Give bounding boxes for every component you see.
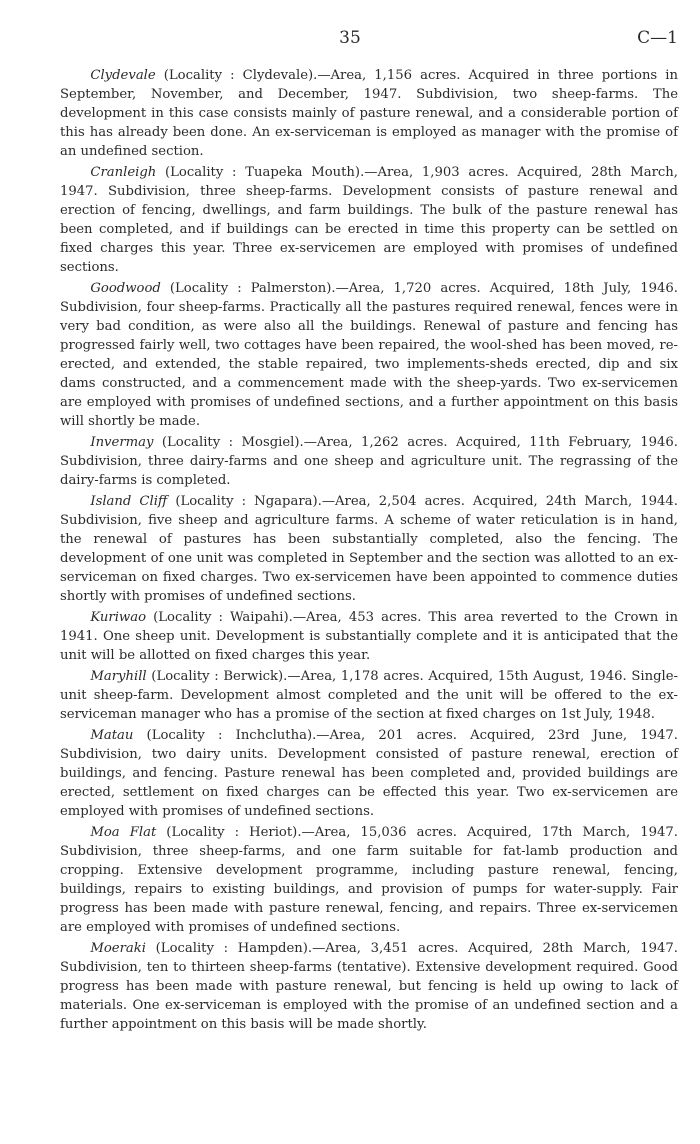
entry-goodwood xyxy=(60,279,678,431)
farm-name: Matau xyxy=(90,728,134,743)
entry-text: (Locality : Clydevale).—Area, 1,156 acres. Acquired in three portions in September, November, and December, 1947. Subdivision, two sheep-farms. The development in this case consists mainly of pasture renewal, and a considerable portion of this has already been done. An ex-serviceman is employed as manager with the promise of an undefined section. xyxy=(60,68,678,159)
entry-text: (Locality : Hampden).—Area, 3,451 acres. Acquired, 28th March, 1947. Subdivision, ten to thirteen sheep-farms (tentative). Extensive development required. Good progress has been made with pasture renewal, but fencing is held up owing to lack of materials. One ex-serviceman is employed with the promise of an undefined section and a further appointment on this basis will be made shortly. xyxy=(60,941,678,1032)
entry-text: (Locality : Inchclutha).—Area, 201 acres. Acquired, 23rd June, 1947. Subdivision, two dairy units. Development consisted of pasture renewal, erection of buildings, and fencing. Pasture renewal has been completed and, provided buildings are erected, settlement on fixed charges can be effected this year. Two ex-servicemen are employed with promises of undefined sections. xyxy=(60,728,678,819)
entry-moeraki xyxy=(60,939,678,1034)
farm-name: Cranleigh xyxy=(90,165,157,180)
entry-text: (Locality : Palmerston).—Area, 1,720 acres. Acquired, 18th July, 1946. Subdivision, four sheep-farms. Practically all the pastures required renewal, fences were in very bad condition, as were also all the buildings. Renewal of pasture and fencing has progressed fairly well, two cottages have been repaired, the wool-shed has been moved, re-erected, and extended, the stable repaired, two implements-sheds erected, dip and six dams constructed, and a commencement made with the sheep-yards. Two ex-servicemen are employed with promises of undefined sections, and a further appointment on this basis will shortly be made. xyxy=(60,281,678,429)
entry-text: (Locality : Mosgiel).—Area, 1,262 acres. Acquired, 11th February, 1946. Subdivision, three dairy-farms and one sheep and agriculture unit. The regrassing of the dairy-farms is completed. xyxy=(60,435,678,488)
farm-name: Island Cliff xyxy=(90,494,168,509)
entry-text: (Locality : Tuapeka Mouth).—Area, 1,903 acres. Acquired, 28th March, 1947. Subdivision, three sheep-farms. Development consists of pasture renewal and erection of fencing, dwellings, and farm buildings. The bulk of the pasture renewal has been completed, and if buildings can be erected in time this property can be settled on fixed charges this year. Three ex-servicemen are employed with promises of undefined sections. xyxy=(60,165,678,275)
entry-clydevale xyxy=(60,66,678,161)
farm-name: Maryhill xyxy=(90,669,147,684)
farm-name: Goodwood xyxy=(90,281,161,296)
farm-name: Moeraki xyxy=(90,941,146,956)
farm-name: Invermay xyxy=(90,435,154,450)
entry-text: (Locality : Heriot).—Area, 15,036 acres. Acquired, 17th March, 1947. Subdivision, three sheep-farms, and one farm suitable for fat-lamb production and cropping. Extensive development programme, including pasture renewal, fencing, buildings, repairs to existing buildings, and provision of pumps for water-supply. Fair progress has been made with pasture renewal, fencing, and repairs. Three ex-servicemen are employed with promises of undefined sections. xyxy=(60,825,678,935)
entry-maryhill xyxy=(60,667,678,724)
entry-cranleigh xyxy=(60,163,678,277)
entry-kuriwao xyxy=(60,608,678,665)
entry-matau xyxy=(60,726,678,821)
page-reference: C—1 xyxy=(637,28,678,48)
page-number: 35 xyxy=(339,28,361,48)
entry-text: (Locality : Berwick).—Area, 1,178 acres. Acquired, 15th August, 1946. Single-unit sheep-farm. Development almost completed and the unit will be offered to the ex-serviceman manager who has a promise of the section at fixed charges on 1st July, 1948. xyxy=(60,669,678,722)
entry-island-cliff xyxy=(60,492,678,606)
entry-text: (Locality : Ngapara).—Area, 2,504 acres. Acquired, 24th March, 1944. Subdivision, five sheep and agriculture farms. A scheme of water reticulation is in hand, the renewal of pastures has been substantially completed, also the fencing. The development of one unit was completed in September and the section was allotted to an ex-serviceman on fixed charges. Two ex-servicemen have been appointed to commence duties shortly with promises of undefined sections. xyxy=(60,494,678,604)
entry-invermay xyxy=(60,433,678,490)
entry-text: (Locality : Waipahi).—Area, 453 acres. This area reverted to the Crown in 1941. One sheep unit. Development is substantially complete and it is anticipated that the unit will be allotted on fixed charges this year. xyxy=(60,610,678,663)
farm-name: Kuriwao xyxy=(90,610,147,625)
farm-name: Clydevale xyxy=(90,68,156,83)
document-body xyxy=(60,66,678,1036)
page-header xyxy=(0,28,700,50)
farm-name: Moa Flat xyxy=(90,825,157,840)
entry-moa-flat xyxy=(60,823,678,937)
